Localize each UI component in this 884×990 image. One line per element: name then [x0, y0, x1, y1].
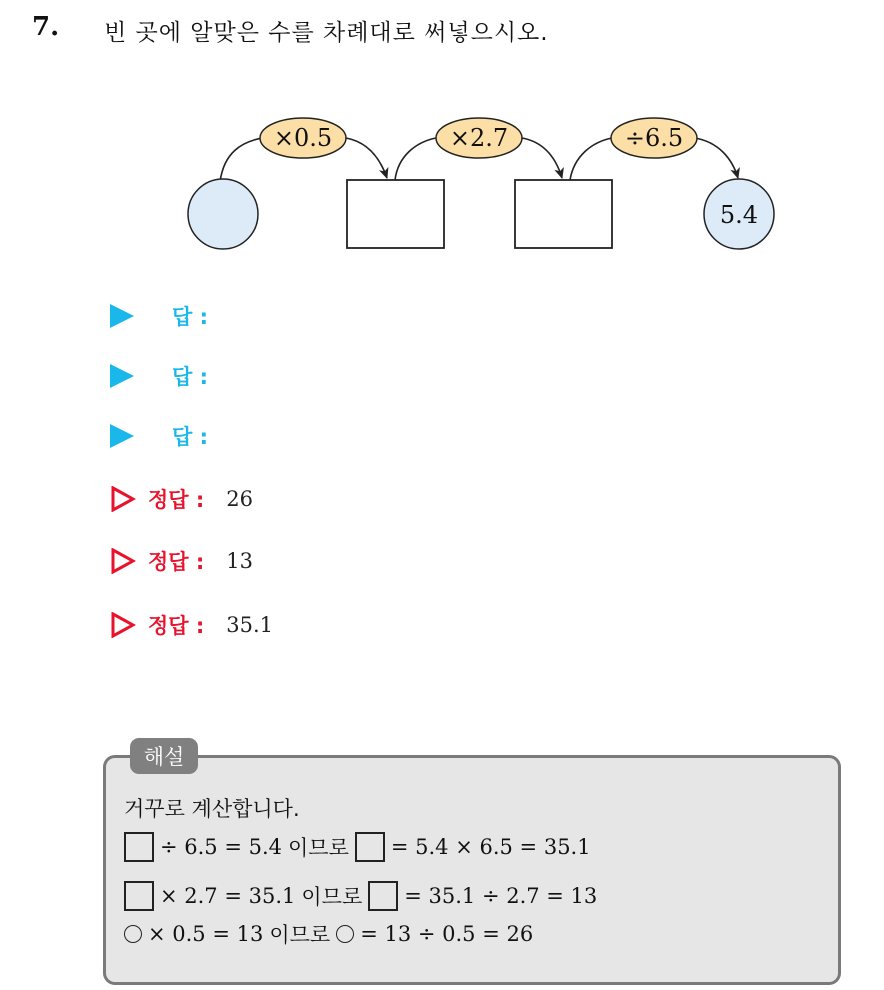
correct-answer-label: 정답 : — [148, 614, 205, 638]
equation-part: × 2.7 = 35.1 — [160, 884, 296, 908]
question-number: 7. — [32, 12, 60, 42]
correct-answer-label: 정답 : — [148, 550, 205, 574]
explanation-tab: 해설 — [130, 738, 198, 774]
answer-label: 답 : — [172, 305, 208, 329]
play-marker-icon — [110, 304, 134, 328]
correct-answer-1 — [110, 479, 253, 519]
blank-circle — [336, 925, 354, 943]
explanation-line-1 — [124, 828, 591, 866]
blank-box-1 — [347, 180, 444, 248]
end-value: 5.4 — [719, 201, 759, 229]
answer-prompt-2 — [110, 356, 208, 396]
arrow-arc-2 — [395, 138, 436, 180]
explanation-intro: 거꾸로 계산합니다. — [124, 797, 300, 821]
answer-prompt-1 — [110, 296, 208, 336]
arrow-arc-3 — [570, 138, 612, 180]
answer-label: 답 : — [172, 425, 208, 449]
blank-box-2 — [515, 180, 612, 248]
arrow-arc-2b — [522, 138, 562, 178]
arrow-arc-3b — [695, 138, 738, 178]
equation-part: ÷ 6.5 = 5.4 — [160, 835, 283, 859]
play-marker-icon — [110, 364, 134, 388]
outline-triangle-icon — [110, 486, 136, 512]
operation-diagram — [180, 100, 790, 260]
connector-text: 이므로 — [269, 923, 331, 947]
play-marker-icon — [110, 424, 134, 448]
blank-square — [368, 881, 398, 911]
correct-answer-value: 13 — [226, 549, 254, 573]
arrow-arc-1b — [346, 138, 387, 178]
blank-square — [124, 881, 154, 911]
operation-label-3: ÷6.5 — [624, 124, 684, 152]
outline-triangle-icon — [110, 548, 136, 574]
arrow-arc-1 — [220, 138, 262, 182]
blank-square — [355, 832, 385, 862]
question-text: 빈 곳에 알맞은 수를 차례대로 써넣으시오. — [104, 20, 549, 46]
connector-text: 이므로 — [301, 885, 363, 909]
equation-part: = 35.1 ÷ 2.7 = 13 — [404, 884, 598, 908]
operation-label-2: ×2.7 — [449, 124, 509, 152]
equation-part: = 5.4 × 6.5 = 35.1 — [390, 835, 591, 859]
operation-label-1: ×0.5 — [273, 124, 333, 152]
blank-circle — [124, 925, 142, 943]
correct-answer-3 — [110, 605, 273, 645]
answer-prompt-3 — [110, 416, 208, 456]
connector-text: 이므로 — [288, 836, 349, 860]
correct-answer-2 — [110, 541, 253, 581]
start-circle-blank — [188, 179, 258, 249]
equation-part: = 13 ÷ 0.5 = 26 — [360, 922, 534, 946]
explanation-line-3 — [124, 915, 533, 953]
correct-answer-value: 35.1 — [226, 613, 274, 637]
outline-triangle-icon — [110, 612, 136, 638]
blank-square — [124, 832, 154, 862]
answer-label: 답 : — [172, 365, 208, 389]
correct-answer-value: 26 — [226, 487, 254, 511]
equation-part: × 0.5 = 13 — [148, 922, 264, 946]
explanation-line-2 — [124, 877, 597, 915]
correct-answer-label: 정답 : — [148, 488, 205, 512]
